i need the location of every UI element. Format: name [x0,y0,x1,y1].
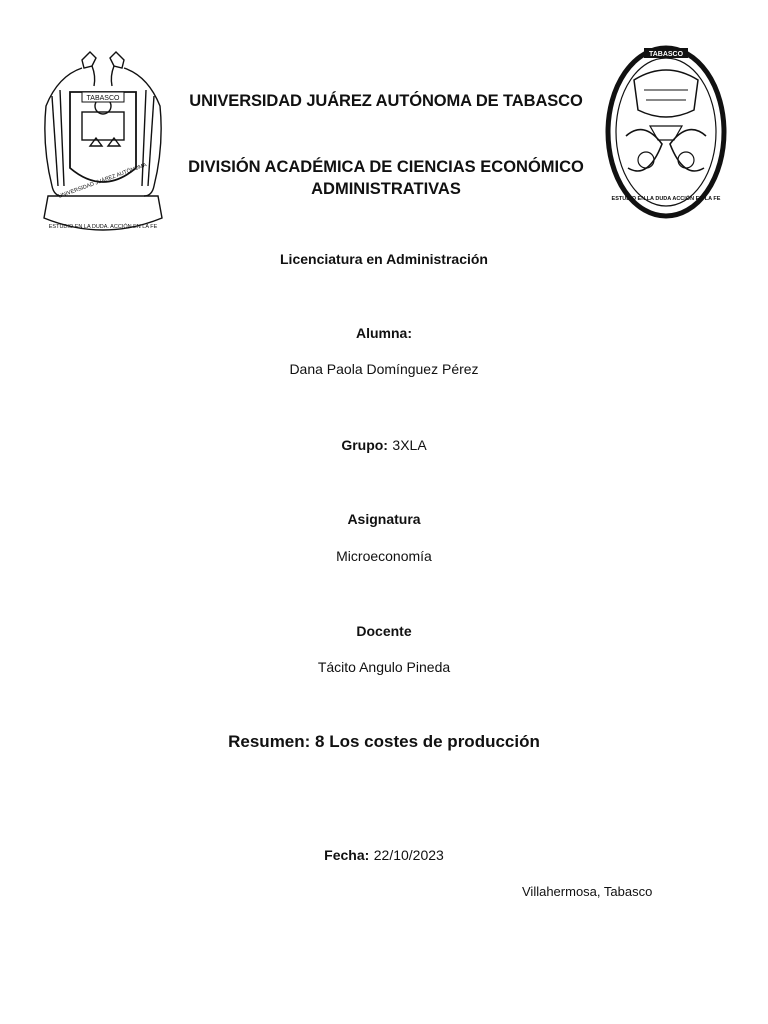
summary-title: Resumen: 8 Los costes de producción [228,732,540,751]
group-label: Grupo: [341,437,388,453]
seal-motto-text: ESTUDIO EN LA DUDA ACCIÓN EN LA FE [611,196,721,202]
subject-label: Asignatura [347,511,421,527]
location: Villahermosa, Tabasco [522,884,653,899]
division-title-line2: ADMINISTRATIVAS [311,180,461,198]
crest-banner-text: TABASCO [86,95,120,102]
university-title: UNIVERSIDAD JUÁREZ AUTÓNOMA DE TABASCO [189,92,583,110]
division-title-line1: DIVISIÓN ACADÉMICA DE CIENCIAS ECONÓMICO [188,158,584,176]
teacher-label: Docente [356,623,412,639]
career-name: Licenciatura en Administración [280,251,488,267]
teacher-name: Tácito Angulo Pineda [317,659,451,675]
crest-ring-text: UNIVERSIDAD JUÁREZ AUTÓNOMA [57,162,148,200]
group-line [0,437,768,455]
student-label: Alumna: [356,325,412,341]
subject-value: Microeconomía [336,548,432,564]
crest-motto-text: ESTUDIO EN LA DUDA. ACCIÓN EN LA FE [48,224,158,230]
date-label: Fecha: [324,847,370,863]
date-value: 22/10/2023 [373,847,444,863]
group-value: 3XLA [392,437,427,453]
university-crest-icon [38,46,168,240]
date-line [0,847,768,865]
student-name: Dana Paola Domínguez Pérez [289,361,479,377]
seal-banner-text: TABASCO [648,51,684,58]
division-seal-icon [604,40,728,220]
division-title [170,156,602,200]
